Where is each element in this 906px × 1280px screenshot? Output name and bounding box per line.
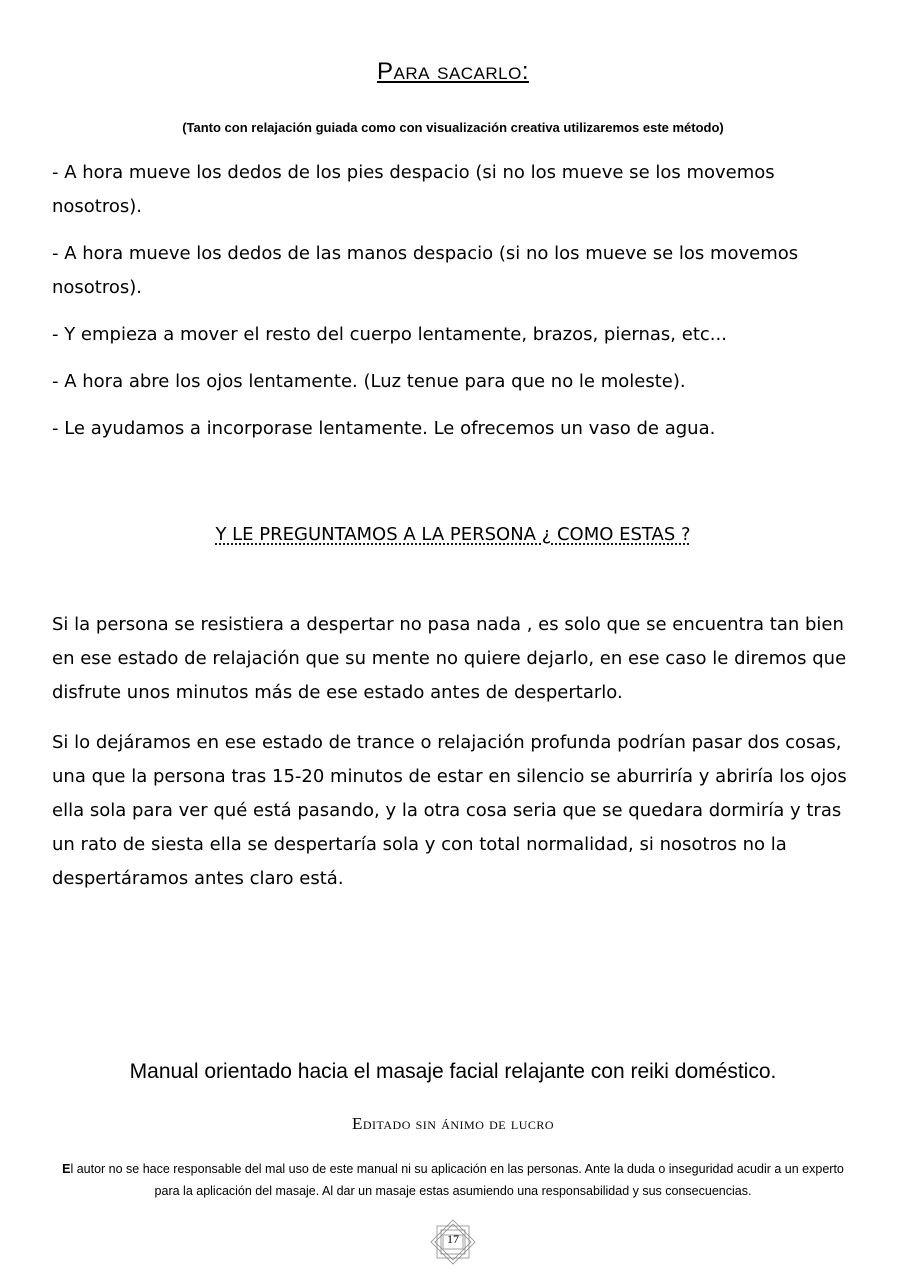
- question-heading: [0, 524, 906, 545]
- page-number: 17: [447, 1232, 459, 1246]
- page-title: Para sacarlo:: [376, 58, 530, 85]
- paragraph-1: Si la persona se resistiera a despertar no pasa nada , es solo que se encuentra tan bien en ese estado de relajación que su mente no quiere dejarlo, en ese caso le diremos que disfrute unos minutos más de ese estado antes de despertarlo.: [52, 614, 847, 703]
- disclaimer-text: l autor no se hace responsable del mal uso de este manual ni su aplicación en las personas. Ante la duda o inseguridad acudir a un experto para la aplicación del masaje. Al dar un masaje estas asumiendo una responsabilidad y sus consecuencias.: [70, 1162, 844, 1198]
- step-3: - Y empieza a mover el resto del cuerpo lentamente, brazos, piernas, etc...: [52, 324, 727, 345]
- step-1: - A hora mueve los dedos de los pies despacio (si no los mueve se los movemos nosotros).: [52, 162, 775, 217]
- disclaimer: [52, 1158, 854, 1202]
- paragraphs: [52, 608, 857, 912]
- manual-description: Manual orientado hacia el masaje facial relajante con reiki doméstico.: [129, 1060, 777, 1083]
- edited-notice: Editado sin ánimo de lucro: [351, 1114, 555, 1133]
- steps-list: [52, 156, 852, 459]
- step-4: - A hora abre los ojos lentamente. (Luz tenue para que no le moleste).: [52, 371, 686, 392]
- question-text: Y LE PREGUNTAMOS A LA PERSONA ¿ COMO ESTAS ?: [215, 524, 691, 545]
- paragraph-2: Si lo dejáramos en ese estado de trance o relajación profunda podrían pasar dos cosas, una que la persona tras 15-20 minutos de estar en silencio se aburriría y abriría los ojos ella sola para ver qué está pasando, y la otra cosa seria que se quedara dormiría y tras un rato de siesta ella se despertaría sola y con total normalidad, si nosotros no la despertáramos antes claro está.: [52, 732, 847, 889]
- disclaimer-initial: E: [62, 1162, 71, 1176]
- step-5: - Le ayudamos a incorporase lentamente. Le ofrecemos un vaso de agua.: [52, 418, 716, 439]
- step-2: - A hora mueve los dedos de las manos despacio (si no los mueve se los movemos nosotros).: [52, 243, 799, 298]
- page-subtitle: (Tanto con relajación guiada como con visualización creativa utilizaremos este método): [182, 120, 724, 135]
